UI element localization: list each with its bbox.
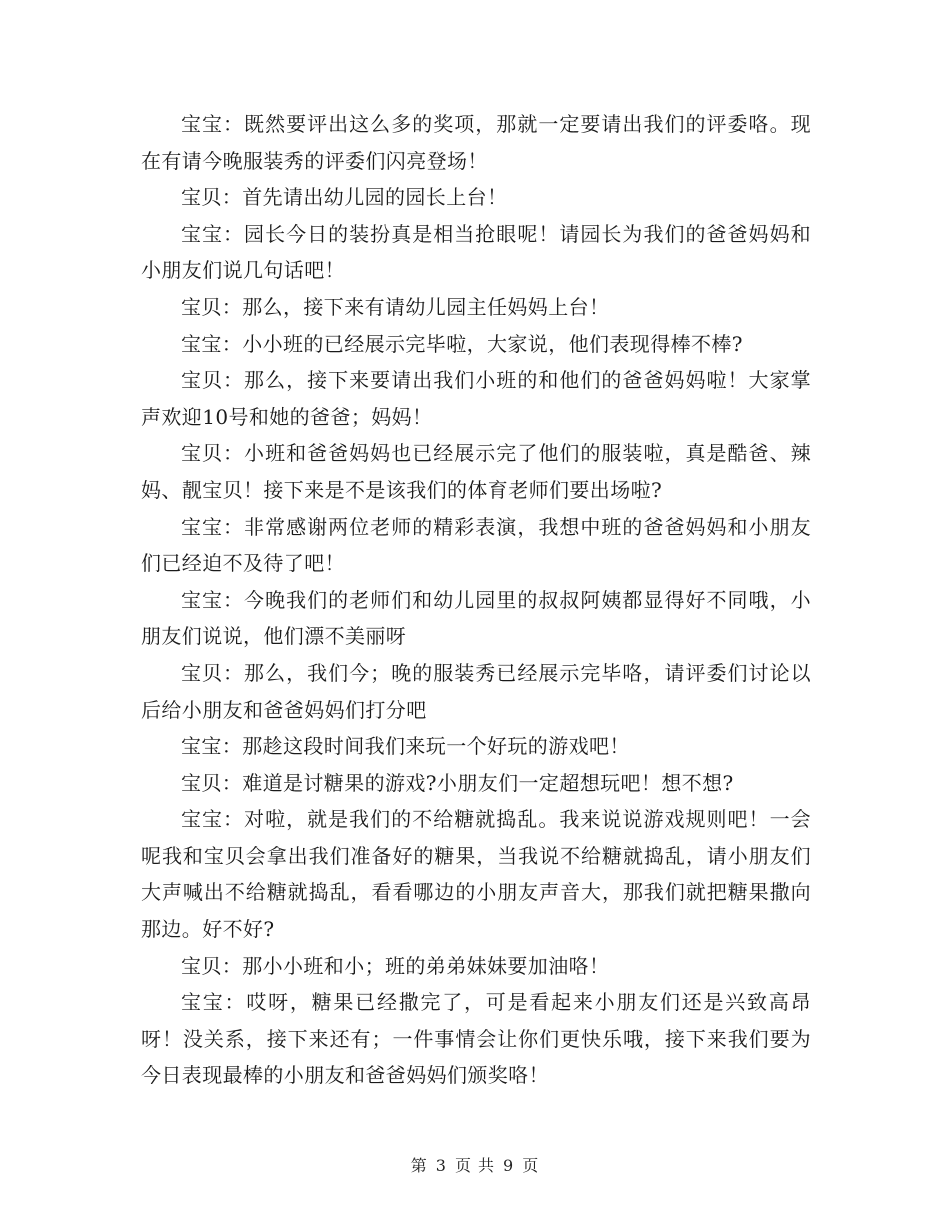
total-pages-number: 9 [503, 1156, 515, 1175]
paragraph: 宝宝：非常感谢两位老师的精彩表演，我想中班的爸爸妈妈和小朋友们已经迫不及待了吧！ [141, 514, 811, 576]
paragraph: 宝贝：那么，接下来要请出我们小班的和他们的爸爸妈妈啦！大家掌声欢迎10号和她的爸爸；妈妈！ [141, 368, 811, 429]
paragraph: 宝宝：那趁这段时间我们来玩一个好玩的游戏吧！ [181, 734, 630, 759]
paragraph: 宝贝：那么，接下来有请幼儿园主任妈妈上台！ [181, 294, 610, 319]
paragraph: 宝宝：小小班的已经展示完毕啦，大家说，他们表现得棒不棒? [181, 331, 743, 356]
paragraph: 宝宝：对啦，就是我们的不给糖就捣乱。我来说说游戏规则吧！一会呢我和宝贝会拿出我们准备好的糖果，当我说不给糖就捣乱，请小朋友们大声喊出不给糖就捣乱，看看哪边的小朋友声音大，那我们就把糖果撒向那边。好不好? [141, 807, 811, 942]
document-body [141, 106, 811, 1094]
paragraph: 宝贝：那小小班和小；班的弟弟妹妹要加油咯！ [181, 953, 610, 978]
paragraph: 宝宝：既然要评出这么多的奖项，那就一定要请出我们的评委咯。现在有请今晚服装秀的评委们闪亮登场！ [141, 112, 811, 173]
paragraph: 宝贝：难道是讨糖果的游戏?小朋友们一定超想玩吧！想不想? [181, 770, 734, 795]
footer-prefix: 第 [410, 1156, 428, 1175]
footer-middle: 页 共 [454, 1156, 496, 1175]
paragraph: 宝宝：今晚我们的老师们和幼儿园里的叔叔阿姨都显得好不同哦，小朋友们说说，他们漂不美丽呀 [141, 587, 811, 649]
page-footer [0, 1153, 950, 1176]
paragraph: 宝宝：哎呀，糖果已经撒完了，可是看起来小朋友们还是兴致高昂呀！没关系，接下来还有；一件事情会让你们更快乐哦，接下来我们要为今日表现最棒的小朋友和爸爸妈妈们颁奖咯！ [141, 990, 811, 1088]
paragraph: 宝宝：园长今日的装扮真是相当抢眼呢！请园长为我们的爸爸妈妈和小朋友们说几句话吧！ [141, 221, 811, 283]
footer-suffix: 页 [522, 1156, 540, 1175]
paragraph: 宝贝：小班和爸爸妈妈也已经展示完了他们的服装啦，真是酷爸、辣妈、靓宝贝！接下来是不是该我们的体育老师们要出场啦? [141, 441, 811, 502]
paragraph: 宝贝：首先请出幼儿园的园长上台！ [181, 185, 508, 210]
current-page-number: 3 [435, 1156, 447, 1175]
paragraph: 宝贝：那么，我们今；晚的服装秀已经展示完毕咯，请评委们讨论以后给小朋友和爸爸妈妈们打分吧 [141, 660, 811, 722]
